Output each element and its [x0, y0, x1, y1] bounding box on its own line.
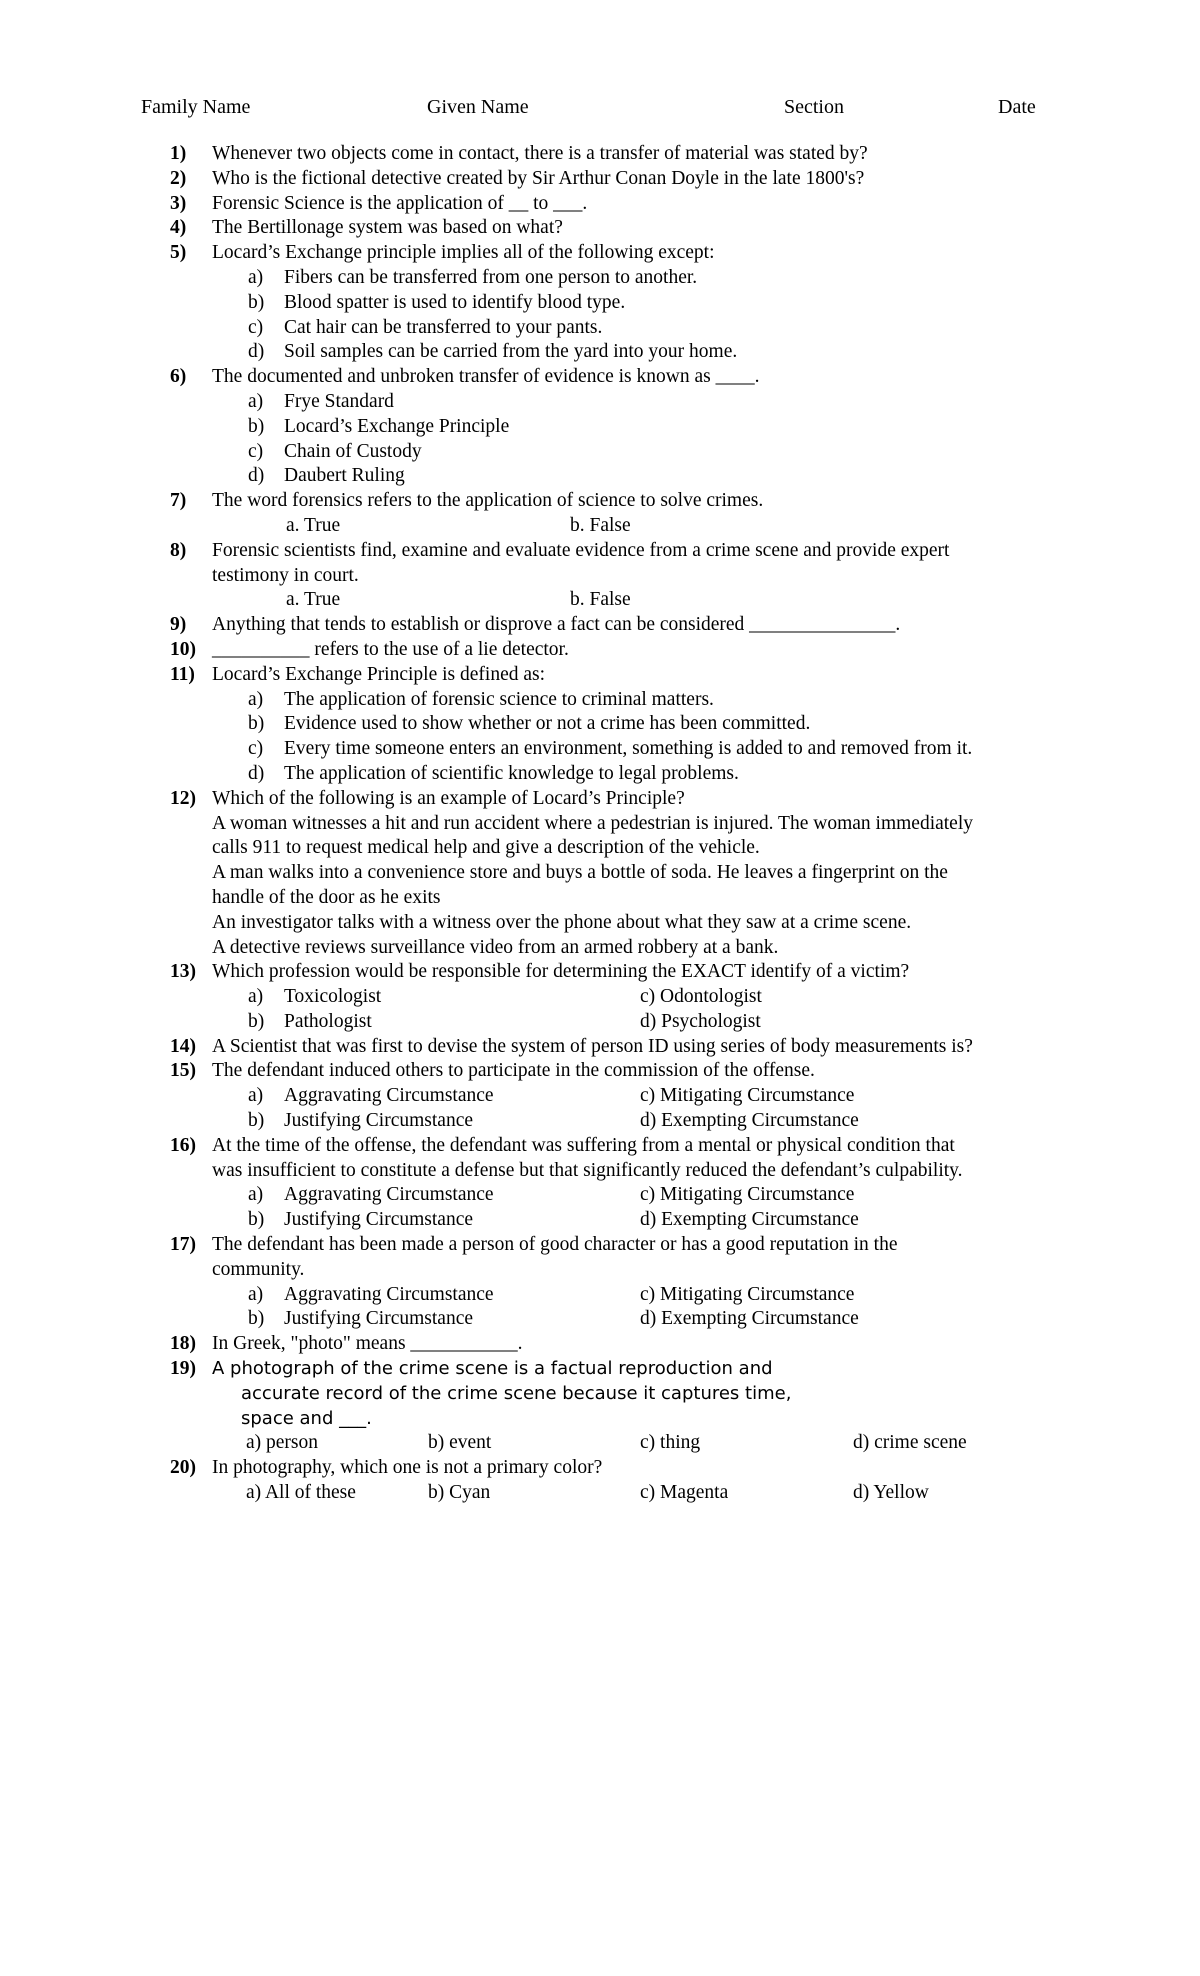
question-text: space and ___. — [241, 1407, 372, 1429]
option-text: Toxicologist — [284, 986, 382, 1008]
answer-option — [170, 737, 1070, 762]
answer-option-row — [170, 1109, 1070, 1134]
question-line-continued — [170, 1407, 1070, 1432]
question-number: 12) — [170, 787, 196, 809]
question-line — [170, 192, 1070, 217]
option-text: Justifying Circumstance — [284, 1110, 474, 1132]
question-text: Forensic Science is the application of __ to ___. — [212, 192, 588, 214]
question-number: 14) — [170, 1035, 196, 1057]
date-label: Date — [998, 96, 1036, 118]
question-line-continued — [170, 1382, 1070, 1407]
answer-option — [170, 440, 1070, 465]
option-true: a. True — [286, 514, 341, 536]
question-line — [170, 142, 1070, 167]
question-line — [170, 1357, 1070, 1382]
option-false: b. False — [570, 589, 631, 611]
option-label: c) — [248, 440, 264, 462]
option-text: Locard’s Exchange Principle — [284, 415, 510, 437]
option-text: d) Exempting Circumstance — [640, 1209, 859, 1231]
question-text: The defendant induced others to participate in the commission of the offense. — [212, 1060, 815, 1082]
answer-option-row — [170, 1183, 1070, 1208]
question-number: 16) — [170, 1134, 196, 1156]
section-label: Section — [784, 96, 844, 118]
question-text: Anything that tends to establish or disprove a fact can be considered _______________. — [212, 614, 901, 636]
question-text: Which of the following is an example of Locard’s Principle? — [212, 787, 685, 809]
option-text: c) Odontologist — [640, 986, 762, 1008]
question-text: The Bertillonage system was based on what? — [212, 217, 563, 239]
option-label: c) — [248, 316, 264, 338]
answer-option — [170, 688, 1070, 713]
option-label: a) — [248, 266, 264, 288]
header-row — [0, 96, 1200, 126]
question-line — [170, 663, 1070, 688]
question-line — [170, 638, 1070, 663]
option-label: a) — [248, 1184, 264, 1206]
answer-option — [170, 390, 1070, 415]
question-number: 2) — [170, 167, 187, 189]
question-text: was insufficient to constitute a defense but that significantly reduced the defendant’s culpability. — [212, 1159, 963, 1181]
question-number: 3) — [170, 192, 187, 214]
question-line — [170, 1134, 1070, 1159]
question-line — [170, 960, 1070, 985]
option-label: a) — [248, 688, 264, 710]
question-text: Whenever two objects come in contact, there is a transfer of material was stated by? — [212, 143, 868, 164]
option-label: a) — [248, 986, 264, 1008]
answer-option — [170, 291, 1070, 316]
question-line — [170, 1332, 1070, 1357]
option-text: c) Magenta — [640, 1482, 729, 1504]
option-text: b) event — [428, 1432, 492, 1454]
question-line — [170, 1456, 1070, 1481]
option-label: a) — [248, 1283, 264, 1305]
question-line — [170, 167, 1070, 192]
question-number: 1) — [170, 143, 187, 164]
answer-option — [170, 836, 1070, 861]
option-text: d) crime scene — [853, 1432, 967, 1454]
option-label: a) — [248, 1085, 264, 1107]
option-text: Aggravating Circumstance — [284, 1085, 494, 1107]
option-text: Cat hair can be transferred to your pants. — [284, 316, 603, 338]
answer-option — [170, 712, 1070, 737]
option-text: Chain of Custody — [284, 440, 422, 462]
option-text: The application of scientific knowledge to legal problems. — [284, 762, 739, 784]
question-line — [170, 787, 1070, 812]
option-text: Frye Standard — [284, 390, 394, 412]
option-label: b) — [248, 415, 265, 437]
answer-option — [170, 936, 1070, 961]
question-number: 5) — [170, 242, 187, 264]
option-text: b) Cyan — [428, 1482, 491, 1504]
option-text: Every time someone enters an environment, something is added to and removed from it. — [284, 738, 973, 760]
question-line — [170, 1059, 1070, 1084]
option-text: Blood spatter is used to identify blood type. — [284, 291, 626, 313]
answer-option-row — [170, 1283, 1070, 1308]
question-line — [170, 489, 1070, 514]
option-text: handle of the door as he exits — [212, 886, 441, 908]
option-label: b) — [248, 1010, 265, 1032]
question-text: At the time of the offense, the defendant was suffering from a mental or physical condition that — [212, 1134, 955, 1156]
answer-option-row — [170, 1481, 1070, 1506]
given-name-label: Given Name — [427, 96, 529, 118]
option-label: c) — [248, 738, 264, 760]
answer-option — [170, 266, 1070, 291]
option-text: An investigator talks with a witness over the phone about what they saw at a crime scene. — [212, 911, 912, 933]
question-line — [170, 241, 1070, 266]
option-text: A man walks into a convenience store and buys a bottle of soda. He leaves a fingerprint on the — [212, 862, 948, 884]
option-label: b) — [248, 713, 265, 735]
answer-option-row — [170, 1307, 1070, 1332]
question-text: Locard’s Exchange principle implies all of the following except: — [212, 242, 715, 264]
question-number: 7) — [170, 490, 187, 512]
answer-option-row — [170, 1431, 1070, 1456]
question-text: Locard’s Exchange Principle is defined as: — [212, 663, 546, 685]
option-text: A woman witnesses a hit and run accident where a pedestrian is injured. The woman immediately — [212, 812, 974, 834]
question-text: Who is the fictional detective created by Sir Arthur Conan Doyle in the late 1800's? — [212, 167, 865, 189]
question-line-continued — [170, 1159, 1070, 1184]
question-text: A photograph of the crime scene is a factual reproduction and — [212, 1358, 773, 1380]
question-text: The documented and unbroken transfer of evidence is known as ____. — [212, 366, 760, 388]
option-false: b. False — [570, 514, 631, 536]
option-text: a) person — [246, 1432, 319, 1454]
option-true: a. True — [286, 589, 341, 611]
answer-option — [170, 340, 1070, 365]
question-number: 13) — [170, 961, 196, 983]
option-label: b) — [248, 291, 265, 313]
option-text: c) thing — [640, 1432, 701, 1454]
answer-option-row — [170, 1084, 1070, 1109]
option-text: The application of forensic science to criminal matters. — [284, 688, 714, 710]
answer-option — [170, 762, 1070, 787]
question-number: 17) — [170, 1234, 196, 1256]
option-text: calls 911 to request medical help and give a description of the vehicle. — [212, 837, 760, 859]
question-number: 4) — [170, 217, 187, 239]
answer-option-row — [170, 1208, 1070, 1233]
option-text: d) Exempting Circumstance — [640, 1110, 859, 1132]
option-label: b) — [248, 1308, 265, 1330]
question-list — [170, 142, 1070, 1506]
answer-option-row — [170, 985, 1070, 1010]
question-number: 20) — [170, 1457, 196, 1479]
question-text: A Scientist that was first to devise the system of person ID using series of body measurements is? — [212, 1035, 973, 1057]
option-text: c) Mitigating Circumstance — [640, 1085, 855, 1107]
question-number: 9) — [170, 614, 187, 636]
question-number: 10) — [170, 638, 196, 660]
question-line-continued — [170, 1258, 1070, 1283]
answer-option-row — [170, 588, 1070, 613]
answer-option — [170, 316, 1070, 341]
option-label: a) — [248, 390, 264, 412]
question-line-continued — [170, 564, 1070, 589]
question-number: 19) — [170, 1358, 196, 1380]
option-text: a) All of these — [246, 1482, 356, 1504]
answer-option — [170, 415, 1070, 440]
option-text: d) Psychologist — [640, 1010, 761, 1032]
answer-option — [170, 464, 1070, 489]
option-text: Soil samples can be carried from the yard into your home. — [284, 341, 738, 363]
answer-option-row — [170, 514, 1070, 539]
question-number: 15) — [170, 1060, 196, 1082]
option-text: Justifying Circumstance — [284, 1209, 474, 1231]
question-text: community. — [212, 1258, 305, 1280]
question-line — [170, 1035, 1070, 1060]
question-text: accurate record of the crime scene because it captures time, — [241, 1382, 792, 1404]
option-text: Fibers can be transferred from one person to another. — [284, 266, 698, 288]
question-line — [170, 365, 1070, 390]
question-text: The word forensics refers to the application of science to solve crimes. — [212, 490, 764, 512]
option-text: Pathologist — [284, 1010, 372, 1032]
question-line — [170, 1233, 1070, 1258]
question-text: testimony in court. — [212, 564, 359, 586]
question-text: Forensic scientists find, examine and evaluate evidence from a crime scene and provide expert — [212, 539, 950, 561]
answer-option-row — [170, 1010, 1070, 1035]
answer-option — [170, 886, 1070, 911]
question-text: __________ refers to the use of a lie detector. — [212, 638, 569, 660]
question-text: The defendant has been made a person of good character or has a good reputation in the — [212, 1234, 898, 1256]
option-label: b) — [248, 1110, 265, 1132]
option-text: Justifying Circumstance — [284, 1308, 474, 1330]
option-label: b) — [248, 1209, 265, 1231]
question-number: 11) — [170, 663, 195, 685]
option-text: c) Mitigating Circumstance — [640, 1184, 855, 1206]
question-text: In photography, which one is not a primary color? — [212, 1457, 603, 1479]
answer-option — [170, 911, 1070, 936]
question-line — [170, 539, 1070, 564]
question-line — [170, 613, 1070, 638]
option-text: c) Mitigating Circumstance — [640, 1283, 855, 1305]
answer-option — [170, 812, 1070, 837]
option-text: d) Yellow — [853, 1482, 929, 1504]
option-text: Aggravating Circumstance — [284, 1283, 494, 1305]
question-line — [170, 216, 1070, 241]
option-text: Daubert Ruling — [284, 465, 405, 487]
option-text: d) Exempting Circumstance — [640, 1308, 859, 1330]
question-text: Which profession would be responsible for determining the EXACT identify of a victim? — [212, 961, 910, 983]
option-label: d) — [248, 762, 265, 784]
option-text: A detective reviews surveillance video from an armed robbery at a bank. — [212, 936, 779, 958]
option-label: d) — [248, 341, 265, 363]
question-number: 6) — [170, 366, 187, 388]
question-text: In Greek, "photo" means ___________. — [212, 1333, 523, 1355]
question-number: 18) — [170, 1333, 196, 1355]
answer-option — [170, 861, 1070, 886]
option-text: Evidence used to show whether or not a crime has been committed. — [284, 713, 811, 735]
option-label: d) — [248, 465, 265, 487]
option-text: Aggravating Circumstance — [284, 1184, 494, 1206]
family-name-label: Family Name — [141, 96, 251, 118]
question-number: 8) — [170, 539, 187, 561]
